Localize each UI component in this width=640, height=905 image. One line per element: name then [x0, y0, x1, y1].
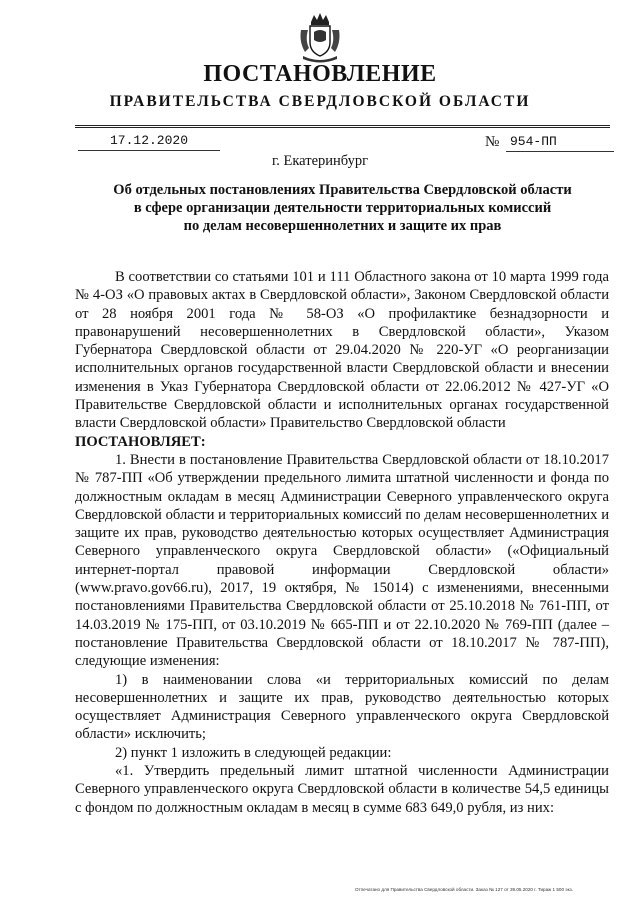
number-sign: №: [485, 134, 500, 150]
coat-of-arms-emblem: [297, 12, 343, 64]
header-divider: [75, 125, 610, 126]
item-1-2-paragraph: 2) пункт 1 изложить в следующей редакции:: [115, 744, 392, 761]
subject-line: Об отдельных постановлениях Правительства Свердловской области: [113, 182, 572, 198]
issuing-authority: ПРАВИТЕЛЬСТВА СВЕРДЛОВСКОЙ ОБЛАСТИ: [109, 93, 531, 110]
print-footer: Отпечатано для Правительства Свердловской области. Заказ № 127 от 39.05.2020 г. Тираж 1 500 экз.: [355, 887, 574, 892]
item-1-1-paragraph: 1) в наименовании слова «и территориальных комиссий по делам несовершеннолетних и защите их прав, руководство деятельностью которых осуществляет Администрация Северного управленческого округа Свердловской области» исключить;: [75, 671, 609, 743]
quoted-paragraph: «1. Утвердить предельный лимит штатной численности Администрации Северного управленческого округа Свердловской области в количестве 54,5 единицы с фондом по должностным окладам в месяц в сумме 683 649,0 рубля, из них:: [75, 763, 609, 816]
city-line: г. Екатеринбург: [271, 153, 369, 169]
document-subject: [75, 181, 610, 235]
preamble-paragraph: В соответствии со статьями 101 и 111 Областного закона от 10 марта 1999 года № 4-ОЗ «О правовых актах в Свердловской области», Законом Свердловской области от 28 ноября 2001 года № 58-ОЗ «О профилактике безнадзорности и правонарушений несовершеннолетних в Свердловской области», Указом Губернатора Свердловской области от 29.04.2020 № 220-УГ «О реорганизации исполнительных органов государственной власти Свердловской области и внесении изменения в Указ Губернатора Свердловской области от 22.06.2012 № 427-УГ «О Правительстве Свердловской области и исполнительных органах государственной власти Свердловской области» Правительство Свердловской области: [75, 269, 609, 432]
resolves-heading: ПОСТАНОВЛЯЕТ:: [75, 433, 206, 450]
subject-line: по делам несовершеннолетних и защите их прав: [183, 218, 502, 234]
document-number: 954-ПП: [506, 134, 614, 152]
document-body: [75, 268, 609, 817]
subject-line: в сфере организации деятельности территориальных комиссий: [133, 200, 552, 216]
document-heading: ПОСТАНОВЛЕНИЕ: [203, 61, 437, 87]
document-date: 17.12.2020: [78, 133, 220, 151]
header-divider-second: [75, 127, 610, 128]
item-1-paragraph: 1. Внести в постановление Правительства Свердловской области от 18.10.2017 № 787-ПП «Об утверждении предельного лимита штатной численности и фонда по должностным окладам в месяц Администрации Северного управленческого округа Свердловской области и территориальных комиссий по делам несовершеннолетних и защите их прав, руководство деятельностью которых осуществляет Администрация Северного управленческого округа Свердловской области» («Официальный интернет-портал правовой информации Свердловской области» (www.pravo.gov66.ru), 2017, 19 октября, № 15014) с изменениями, внесенными постановлениями Правительства Свердловской области от 25.10.2018 № 761-ПП, от 14.03.2019 № 175-ПП, от 03.10.2019 № 665-ПП и от 22.10.2020 № 769-ПП (далее – постановление Правительства Свердловской области от 18.10.2017 № 787-ПП), следующие изменения:: [75, 451, 609, 670]
